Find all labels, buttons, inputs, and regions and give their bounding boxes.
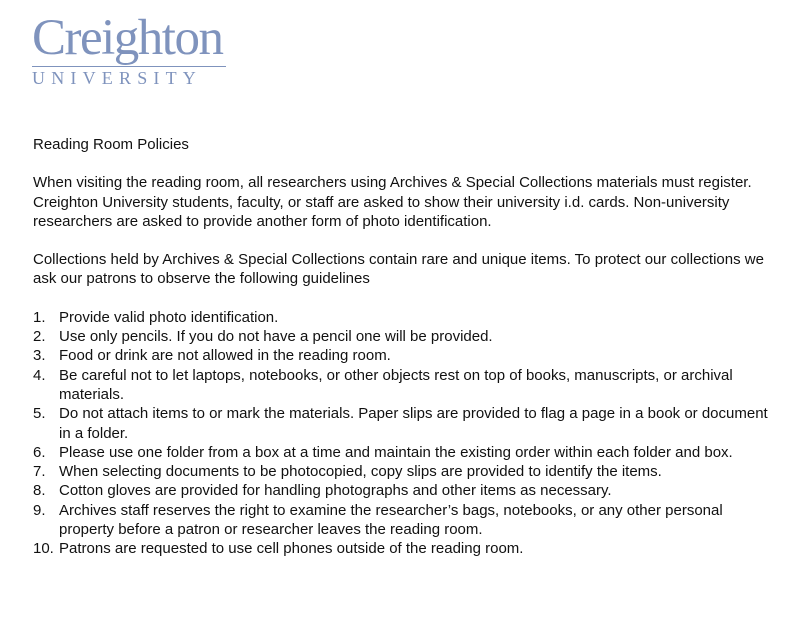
policy-number: 6. bbox=[33, 443, 46, 461]
policy-text: Do not attach items to or mark the materials. Paper slips are provided to flag a page in a book or document in a folder. bbox=[59, 405, 768, 442]
policy-number: 3. bbox=[33, 347, 46, 365]
policy-text: Archives staff reserves the right to examine the researcher’s bags, notebooks, or any other personal property before a patron or researcher leaves the reading room. bbox=[59, 501, 723, 539]
creighton-university-logo bbox=[32, 10, 232, 89]
logo-subtitle: UNIVERSITY bbox=[32, 68, 202, 88]
policy-number: 7. bbox=[33, 463, 46, 481]
policy-item-8 bbox=[33, 481, 768, 500]
logo-wordmark: Creighton bbox=[32, 10, 223, 66]
policy-text: Provide valid photo identification. bbox=[59, 308, 279, 326]
policy-number: 2. bbox=[33, 328, 46, 346]
policy-document bbox=[33, 135, 768, 559]
policy-text: Patrons are requested to use cell phones outside of the reading room. bbox=[59, 540, 524, 558]
policy-text: Be careful not to let laptops, notebooks, or other objects rest on top of books, manuscripts, or archival materials. bbox=[59, 366, 733, 403]
policy-item-10 bbox=[33, 539, 768, 558]
policy-number: 8. bbox=[33, 482, 46, 500]
policy-number: 9. bbox=[33, 501, 46, 519]
policy-number: 1. bbox=[33, 308, 46, 326]
policy-item-1 bbox=[33, 308, 768, 327]
policy-number: 4. bbox=[33, 366, 46, 384]
policy-item-5 bbox=[33, 404, 768, 443]
policy-text: Use only pencils. If you do not have a pencil one will be provided. bbox=[59, 328, 493, 346]
guidelines-paragraph: Collections held by Archives & Special Collections contain rare and unique items. To protect our collections we ask our patrons to observe the following guidelines bbox=[33, 251, 764, 288]
policy-number: 5. bbox=[33, 405, 46, 423]
policy-text: Food or drink are not allowed in the reading room. bbox=[59, 347, 391, 365]
policy-item-2 bbox=[33, 327, 768, 346]
policy-text: When selecting documents to be photocopied, copy slips are provided to identify the items. bbox=[59, 463, 662, 481]
policy-item-6 bbox=[33, 443, 768, 462]
policy-item-7 bbox=[33, 462, 768, 481]
policy-item-4 bbox=[33, 366, 768, 405]
policy-text: Please use one folder from a box at a time and maintain the existing order within each folder and box. bbox=[59, 443, 733, 461]
page-title: Reading Room Policies bbox=[33, 136, 189, 153]
intro-paragraph: When visiting the reading room, all researchers using Archives & Special Collections materials must register. Creighton University students, faculty, or staff are asked to show their university i.d. cards. Non-university researchers are asked to provide another form of photo identification. bbox=[33, 174, 752, 230]
policy-item-9 bbox=[33, 501, 768, 540]
policy-item-3 bbox=[33, 346, 768, 365]
policy-text: Cotton gloves are provided for handling photographs and other items as necessary. bbox=[59, 482, 612, 500]
policy-number: 10. bbox=[33, 540, 54, 558]
policy-list bbox=[33, 308, 768, 559]
